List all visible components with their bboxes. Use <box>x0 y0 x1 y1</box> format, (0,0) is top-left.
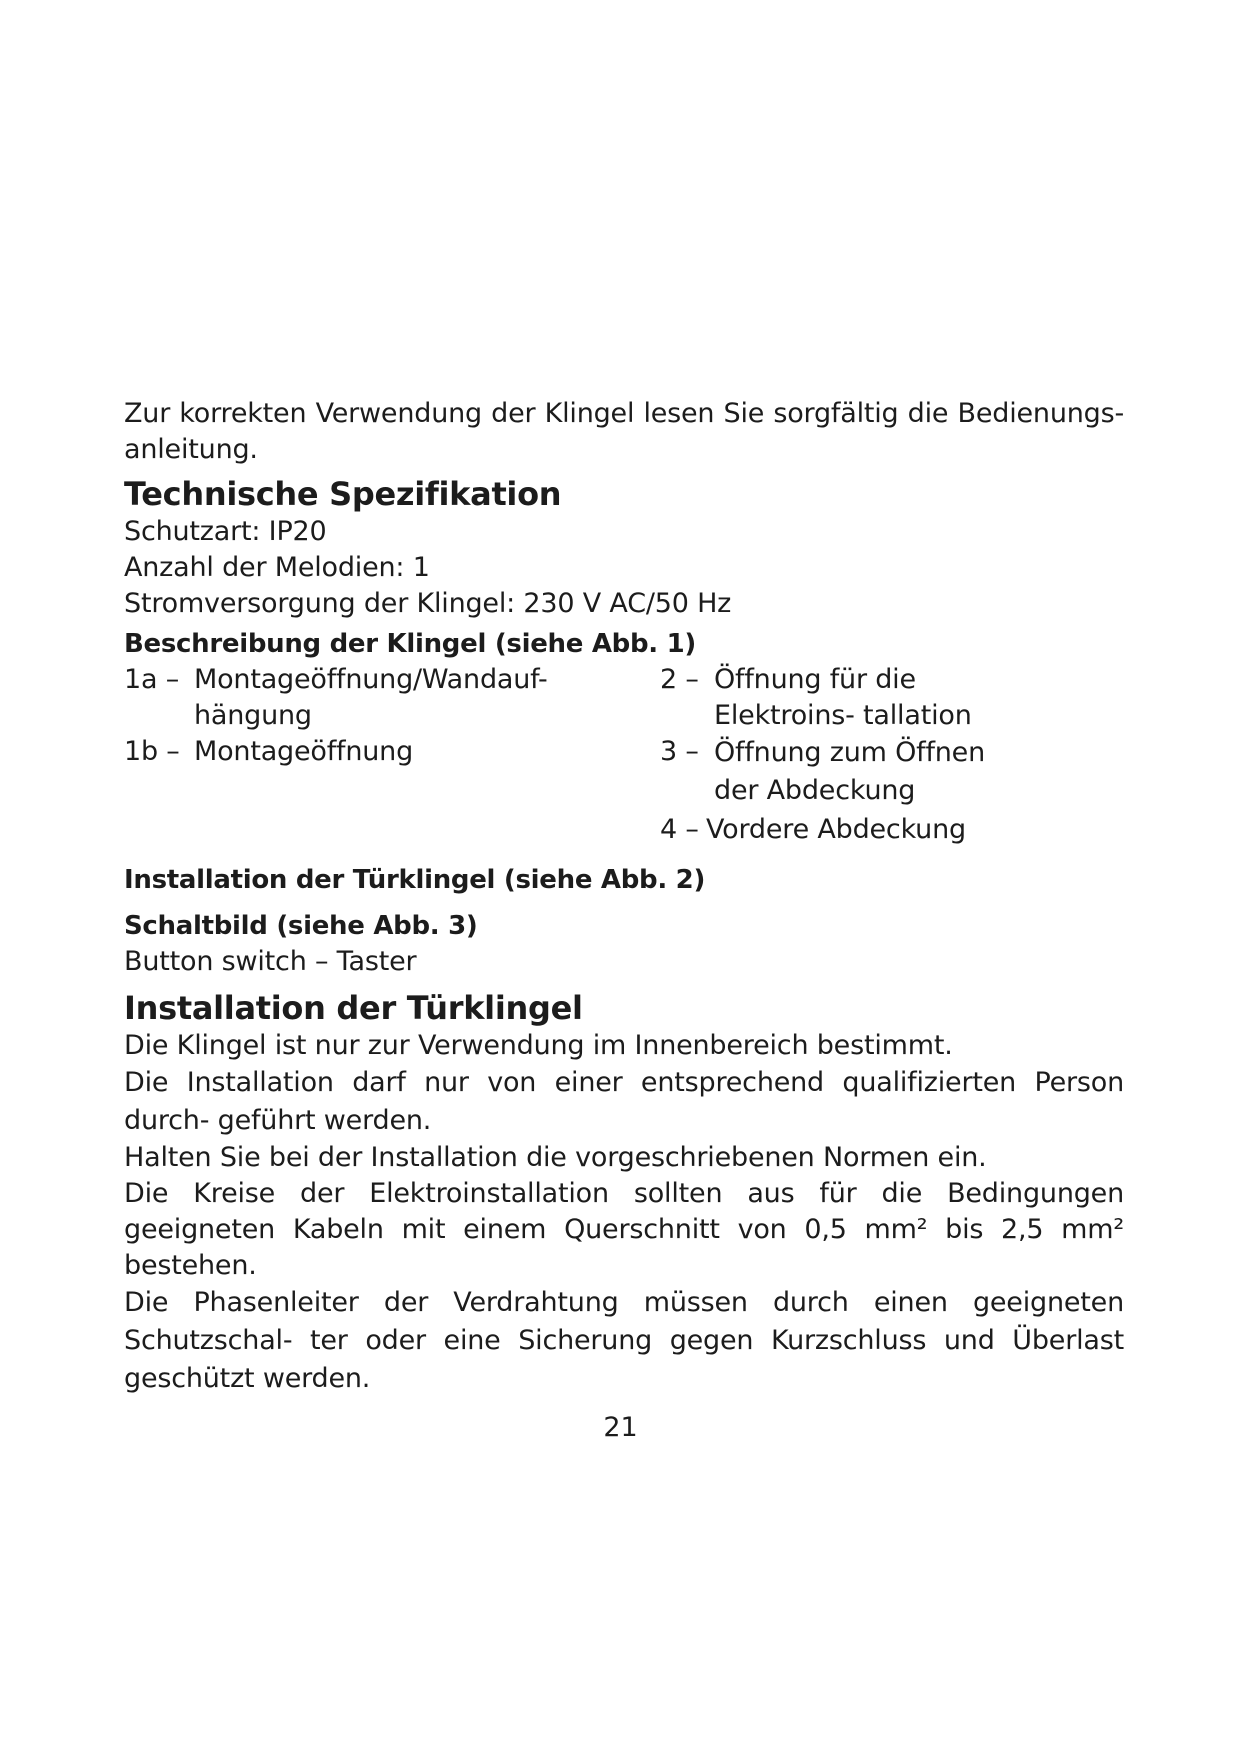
spec-protection-class: Schutzart: IP20 <box>124 516 327 547</box>
description-heading: Beschreibung der Klingel (siehe Abb. 1) <box>124 629 696 659</box>
item-number: 4 – <box>660 814 699 845</box>
schematic-legend: Button switch – Taster <box>124 946 417 977</box>
spec-melody-count: Anzahl der Melodien: 1 <box>124 552 430 583</box>
item-text: Montageöffnung <box>194 736 414 767</box>
item-text: Öffnung für die Elektroins- tallation <box>714 664 972 731</box>
tech-spec-heading: Technische Spezifikation <box>124 475 562 513</box>
spec-power-supply: Stromversorgung der Klingel: 230 V AC/50 Hz <box>124 588 732 619</box>
page-number: 21 <box>603 1412 638 1443</box>
description-item-2 <box>660 662 1100 734</box>
item-number: 1a – <box>124 664 180 695</box>
description-item-4 <box>660 812 1100 848</box>
description-item-3 <box>660 734 1100 810</box>
installation-heading: Installation der Türklingel <box>124 989 583 1027</box>
item-text: Vordere Abdeckung <box>706 814 966 845</box>
installation-paragraph-qualified: Die Installation darf nur von einer entsprechend qualifizierten Person durch- geführt werden. <box>124 1067 1124 1136</box>
item-text: Öffnung zum Öffnen der Abdeckung <box>714 737 985 806</box>
schematic-heading: Schaltbild (siehe Abb. 3) <box>124 911 478 941</box>
installation-reference-heading: Installation der Türklingel (siehe Abb. 2) <box>124 865 706 895</box>
description-item-1a <box>124 662 564 734</box>
installation-paragraph-cables: Die Kreise der Elektroinstallation sollten aus für die Bedingungen geeigneten Kabeln mit einem Querschnitt von 0,5 mm² bis 2,5 mm² bestehen. <box>124 1178 1124 1281</box>
description-list <box>124 662 1124 858</box>
item-number: 3 – <box>660 736 699 767</box>
item-text: Montageöffnung/Wandauf- hängung <box>194 664 548 731</box>
item-number: 2 – <box>660 664 699 695</box>
installation-paragraph-standards: Halten Sie bei der Installation die vorgeschriebenen Normen ein. <box>124 1142 987 1173</box>
manual-page-content <box>124 396 1124 1398</box>
intro-paragraph: Zur korrekten Verwendung der Klingel lesen Sie sorgfältig die Bedienungs- anleitung. <box>124 398 1124 465</box>
description-item-1b <box>124 734 564 770</box>
installation-paragraph-protection: Die Phasenleiter der Verdrahtung müssen durch einen geeigneten Schutzschal- ter oder eine Sicherung gegen Kurzschluss und Überlast geschützt werden. <box>124 1287 1124 1394</box>
item-number: 1b – <box>124 736 180 767</box>
installation-paragraph-indoor: Die Klingel ist nur zur Verwendung im Innenbereich bestimmt. <box>124 1030 953 1061</box>
